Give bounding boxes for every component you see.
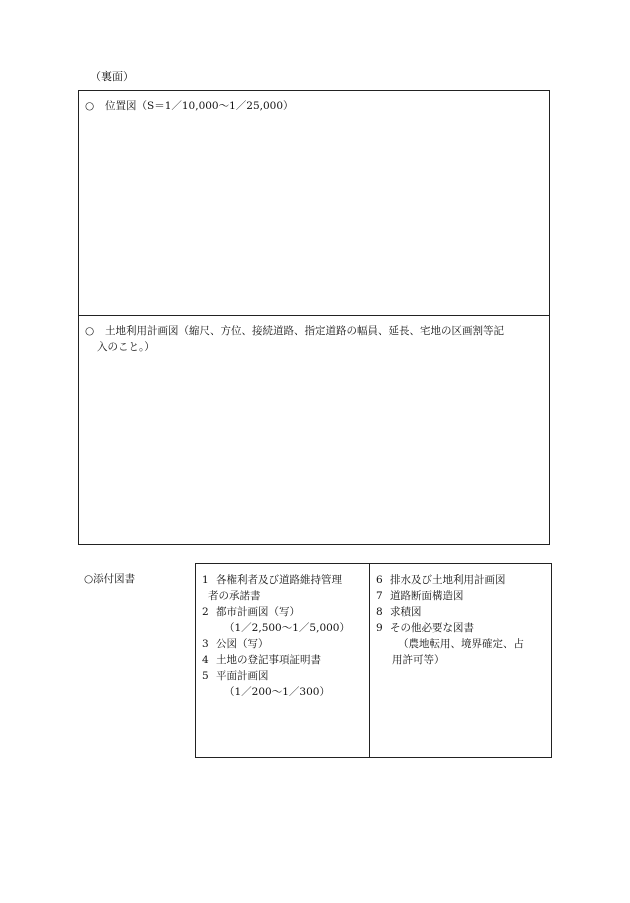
circle-marker-icon: ○ [85, 100, 95, 112]
attachment-item-5-scale: （1／200〜1／300） [224, 686, 330, 698]
circle-marker-icon: ○ [85, 325, 95, 337]
attachments-left-column [196, 564, 370, 757]
attachments-table [195, 563, 552, 758]
land-use-plan-box [78, 315, 550, 545]
attachment-item-8: 8 求積図 [376, 606, 422, 618]
land-use-plan-label-line2: 入のこと。） [97, 341, 155, 353]
attachments-label: ○添付図書 [84, 573, 136, 585]
position-map-heading [85, 98, 541, 114]
attachments-right-column [370, 564, 551, 757]
attachment-item-2: 2 都市計画図（写） [202, 606, 300, 618]
attachment-item-1-cont: 者の承諾書 [208, 590, 261, 602]
position-map-box [78, 90, 550, 316]
attachment-item-3: 3 公図（写） [202, 638, 269, 650]
attachment-item-5: 5 平面計画図 [202, 670, 269, 682]
attachment-item-4: 4 土地の登記事項証明書 [202, 654, 321, 666]
attachment-item-7: 7 道路断面構造図 [376, 590, 464, 602]
land-use-plan-label-line1: 土地利用計画図（縮尺、方位、接続道路、指定道路の幅員、延長、宅地の区画割等記 [105, 325, 504, 337]
attachment-item-2-scale: （1／2,500〜1／5,000） [224, 622, 350, 634]
position-map-label: 位置図（S＝1／10,000〜1／25,000） [105, 100, 294, 112]
attachment-item-9-note-cont: 用許可等） [392, 654, 445, 666]
page-side-label: （裏面） [90, 70, 134, 83]
land-use-plan-heading [85, 323, 541, 355]
attachment-item-6: 6 排水及び土地利用計画図 [376, 574, 506, 586]
attachment-item-9: 9 その他必要な図書 [376, 622, 474, 634]
attachment-item-9-note: （農地転用、境界確定、占 [398, 638, 524, 650]
attachment-item-1: 1 各権利者及び道路維持管理 [202, 574, 342, 586]
